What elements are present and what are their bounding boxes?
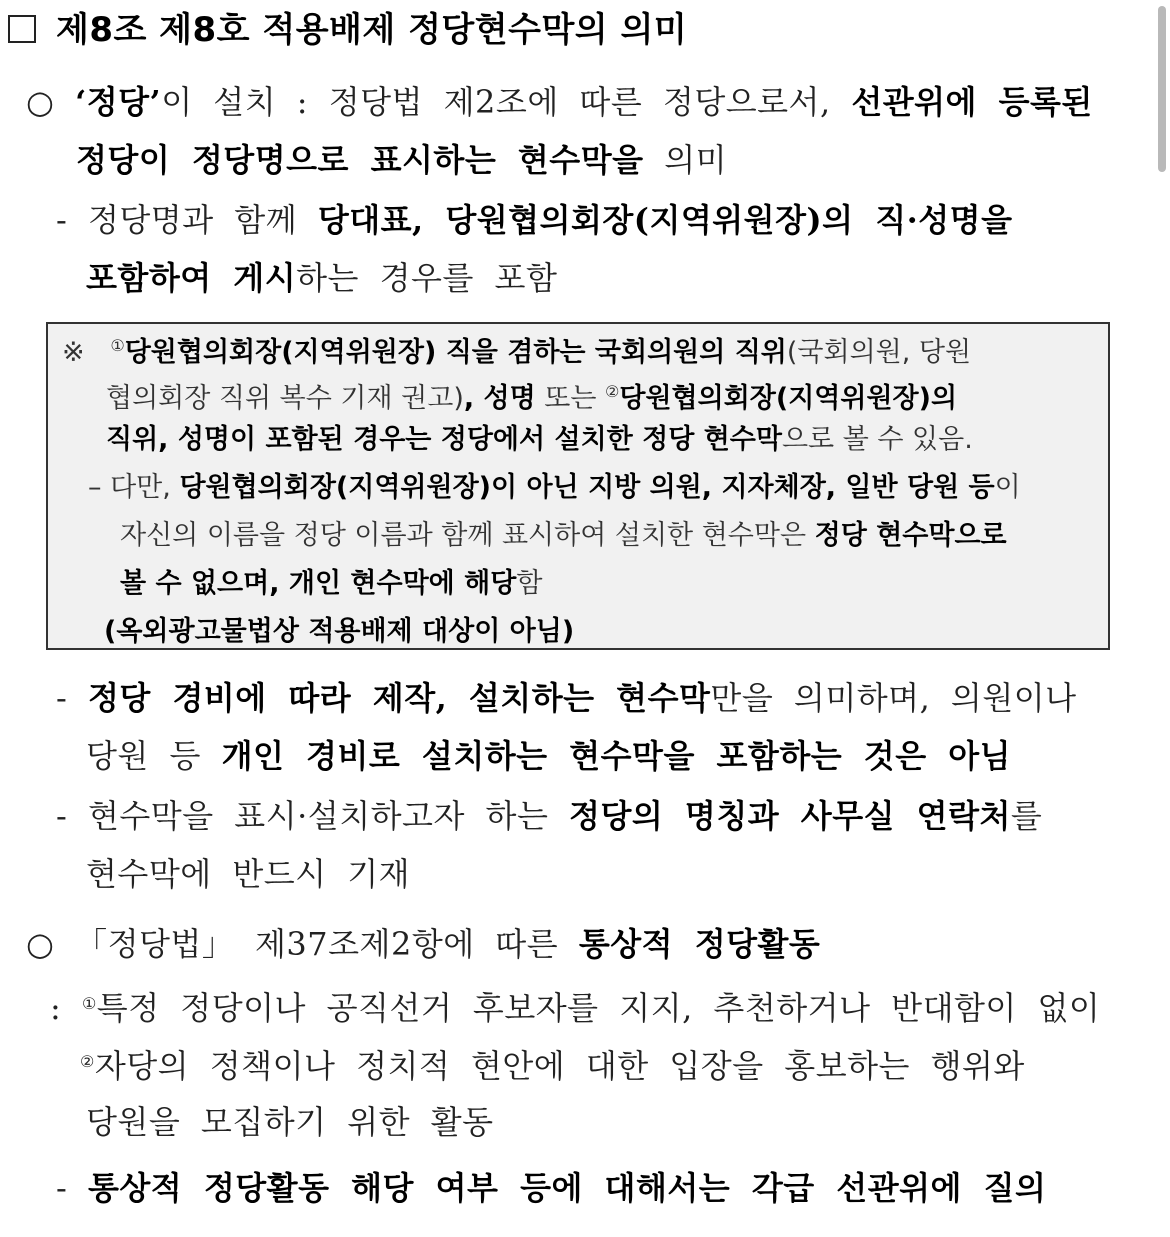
note-line-7: (옥외광고물법상 적용배제 대상이 아님) xyxy=(104,616,575,647)
note-line-2: 협의회장 직위 복수 기재 권고), 성명 또는 ②당원협의회장(지역위원장)의 xyxy=(106,382,958,414)
s1-line-1: ○ ‘정당’이 설치 : 정당법 제2조에 따른 정당으로서, 선관위에 등록된 xyxy=(26,83,1093,121)
note-line-5: 자신의 이름을 정당 이름과 함께 표시하여 설치한 현수막은 정당 현수막으로 xyxy=(120,520,1007,551)
note-box xyxy=(46,322,1110,650)
s2-dash-line-4: 현수막에 반드시 기재 xyxy=(86,855,411,893)
circle-bullet-icon: ○ xyxy=(26,83,55,121)
s2-dash-line-1: - 정당 경비에 따라 제작, 설치하는 현수막만을 의미하며, 의원이나 xyxy=(56,679,1077,717)
vertical-scrollbar[interactable] xyxy=(1156,0,1170,1237)
s1-line-2: 정당이 정당명으로 표시하는 현수막을 의미 xyxy=(76,141,728,179)
note-line-3: 직위, 성명이 포함된 경우는 정당에서 설치한 정당 현수막으로 볼 수 있음. xyxy=(106,424,973,455)
s3-line-3: ②자당의 정책이나 정치적 현안에 대한 입장을 홍보하는 행위와 xyxy=(80,1047,1025,1085)
s2-dash-line-2: 당원 등 개인 경비로 설치하는 현수막을 포함하는 것은 아님 xyxy=(86,737,1012,775)
checkbox-square-icon xyxy=(8,15,36,43)
s3-line-2: : ①특정 정당이나 공직선거 후보자를 지지, 추천하거나 반대함이 없이 xyxy=(50,989,1101,1027)
s3-line-4: 당원을 모집하기 위한 활동 xyxy=(86,1103,494,1141)
section-title: 제8조 제8호 적용배제 정당현수막의 의미 xyxy=(8,8,687,52)
scrollbar-thumb[interactable] xyxy=(1158,6,1166,172)
note-line-6: 볼 수 없으며, 개인 현수막에 해당함 xyxy=(120,568,543,599)
s3-line-1: ○ 「정당법」 제37조제2항에 따른 통상적 정당활동 xyxy=(26,925,821,963)
s1-dash-line-1: - 정당명과 함께 당대표, 당원협의회장(지역위원장)의 직·성명을 xyxy=(56,201,1013,239)
s3-dash-line: - 통상적 정당활동 해당 여부 등에 대해서는 각급 선관위에 질의 xyxy=(56,1169,1047,1207)
circle-bullet-icon: ○ xyxy=(26,925,55,963)
note-line-1: ※ ①당원협의회장(지역위원장) 직을 겸하는 국회의원의 직위(국회의원, 당원 xyxy=(62,336,972,368)
s1-dash-line-2: 포함하여 게시하는 경우를 포함 xyxy=(86,259,558,297)
s2-dash-line-3: - 현수막을 표시·설치하고자 하는 정당의 명칭과 사무실 연락처를 xyxy=(56,797,1043,835)
note-line-4: – 다만, 당원협의회장(지역위원장)이 아닌 지방 의원, 지자체장, 일반 당원 등이 xyxy=(88,472,1021,503)
reference-mark-icon: ※ xyxy=(62,337,85,368)
